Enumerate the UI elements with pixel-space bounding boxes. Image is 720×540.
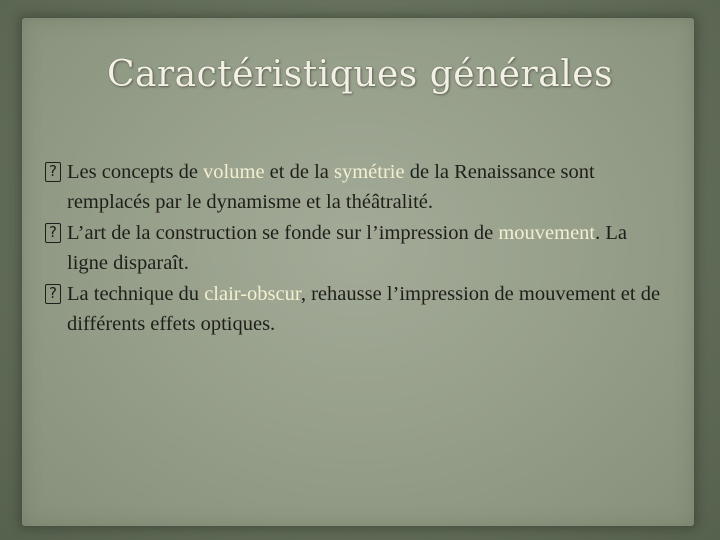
bullet-marker-icon: ? (45, 284, 61, 304)
bullet-item-3 (45, 280, 665, 339)
bullet-item-1 (45, 158, 665, 217)
slide-title: Caractéristiques générales (106, 54, 614, 95)
bullet-text: et de la (264, 161, 334, 183)
highlight-symetrie: symétrie (334, 161, 405, 183)
bullet-text: de la Renaissance sont remplacés par le dynamisme et la théâtralité. (67, 161, 595, 213)
bullet-text: La technique du (67, 283, 205, 305)
bullet-text: L’art de la construction se fonde sur l’impression de (67, 222, 499, 244)
bullet-item-2 (45, 219, 665, 278)
bullet-text: Les concepts de (67, 161, 204, 183)
bullet-marker-icon: ? (45, 223, 61, 243)
bullet-marker-icon: ? (45, 162, 61, 182)
bullet-text: , rehausse l’impression de mouvement et de différents effets optiques. (67, 283, 661, 335)
highlight-volume: volume (203, 161, 265, 183)
highlight-clair-obscur: clair-obscur (204, 283, 301, 305)
bullet-list (45, 158, 665, 341)
bullet-text: . La ligne disparaît. (67, 222, 628, 274)
highlight-mouvement: mouvement (498, 222, 596, 244)
